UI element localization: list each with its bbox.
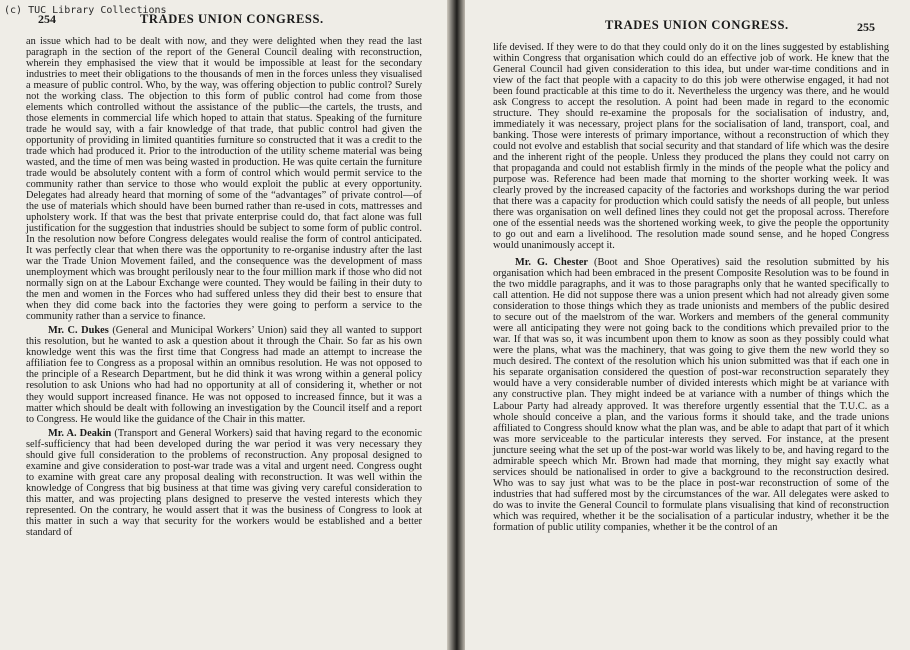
paragraph-text: (Boot and Shoe Operatives) said the resolution submitted by his organisation which had been embraced in the present Composite Resolution was to be found in the two middle paragraphs, and it was to those paragraphs only that he wanted specifically to call attention. He did not suppose there was a union present which had not already given some consideration to those things which they as trade unionists and members of the public desired to secure out of the maelstrom of the war. Workers and members of the general community were all anticipating they were not going back to the conditions which prevailed prior to the war. If that was so, it was incumbent upon them to know as soon as they possibly could what were the plans, what was the machinery, that was going to give them the new world they so much desired. The context of the resolution which his union submitted was that if each one in his separate organisation considered the question of post-war reconstruction separately they would have a very considerable number of divided interests which might be at variance with any constructive plan. They might indeed be at variance with a number of things which the Labour Party had already approved. It was therefore urgently essential that the T.U.C. as a whole should conceive a plan, and the various forms it should take, and the trade unions affiliated to Congress should know what the plan was, and be able to adapt that part of it which was more serviceable to the particular interests they served. For instance, at the present juncture seeing what the set up of the post-war world was likely to be, and having regard to the admirable speech which Mr. Brown had made that morning, they might say exactly what services should be nationalised in order to give a background to the reconstruction desired. Who was to say just what was to be the place in post-war reconstruction of some of the industries that had suffered most by the circumstances of the war. All delegates were asked to do was to invite the General Council to formulate plans visualising that kind of reconstruction which was required, whether it be the socialisation of a particular industry, whether it be the formation of public utility companies, whether it be the control of an [493,257,889,533]
left-body-text [26,36,422,538]
left-paragraph-2 [26,325,422,424]
right-body-text [493,42,889,533]
paragraph-text: (General and Municipal Workers’ Union) said they all wanted to support this resolution, but he wanted to ask a question about it through the Chair. So far as his own knowledge went this was the first time that Congress had made an attempt to increase the affiliation fee to Congress as a proposal within an omnibus resolution. He was not opposed to the principle of a Research Department, but he did think it was wrong within a general policy resolution to ask Unions who had had no opportunity at all of considering it, whether or not they would support increased finance. He was not opposed to increased finnce, but it was a matter which should be dealt with following an investigation by the Council itself and a report to Congress. He would like the guidance of the Chair in this matter. [26,325,422,425]
left-running-header: TRADES UNION CONGRESS. [140,12,324,26]
speaker-name: Mr. C. Dukes [48,325,109,337]
paragraph-text: (Transport and General Workers) said that having regard to the economic self-sufficiency that had been developed during the war period it was very necessary they should give full consideration to the problems of reconstruction. Any proposal designed to examine and give consideration to post-war trade was a vital and urgent need. Congress ought to examine with great care any proposal dealing with reconstruction. It was well within the knowledge of Congress that big business at that time was giving very careful consideration to this matter, and was projecting plans designed to preserve the vested interests which they represented. On the contrary, he would assert that it was the business of Congress to look at this matter in such a way that security for the workers would be established and a better standard of [26,427,422,538]
watermark: (c) TUC Library Collections [4,5,167,16]
speaker-name: Mr. G. Chester [515,257,589,269]
right-page-number: 255 [857,20,875,34]
right-running-header: TRADES UNION CONGRESS. [605,18,789,32]
left-paragraph-3 [26,428,422,538]
left-page [0,0,447,650]
book-gutter [447,0,465,650]
paragraph-text: life devised. If they were to do that they could only do it on the lines suggested by establishing within Congress that organisation which could do an effective job of work. He knew that the General Council had given consideration to this idea, but under war-time conditions and in view of the fact that people with a capacity to do this job were otherwise engaged, it had not been found practicable at this time to do it. Nevertheless the urgency was there, and he would ask Congress to accept the resolution. A point had been made in regard to the economic structure. They should re-examine the proposals for the socialisation of industry, and, immediately it was necessary, project plans for the socialisation of land, transport, coal, and banking. Those were interests of primary importance, without a reconstruction of which they could not evolve and establish that social security and that standard of life which was the desire and the inherent right of the people. Unless they produced the plans they could not carry on that propaganda and could not establish firmly in the minds of the people what the policy and purpose was. Reference had been made that morning to the shorter working week. It was clearly proved by the increased capacity of the factories and workshops during the war period that there was a capacity for production which could satisfy the needs of all people, but unless there was organisation on well defined lines they could not get the proposal across. Therefore one of the essential needs was the shortened working week, to give the people the opportunity to go out and earn a livelihood. The resolution made sound sense, and he hoped Congress would unanimously accept it. [493,42,889,252]
right-page [465,0,910,650]
left-paragraph-1 [26,36,422,322]
right-paragraph-2 [493,257,889,532]
paragraph-text: an issue which had to be dealt with now, and they were delighted when they read the last paragraph in the section of the report of the General Council dealing with reconstruction, wherein they emphasised the view that it would be impossible at least for the secondary industries to meet their obligations to the thousands of men in the forces unless they visualised a measure of public control. Who, by the way, was offering objection to public control? Surely not the working class. The objection to this form of public control had come from those elements which controlled without the assistance of the public—the cartels, the trusts, and those elements in commercial life which hoped to attain that status. Speaking of the furniture trade he would say, with a fair knowledge of that trade, that public control had given the opportunity of providing in limited quantities furniture so constructed that it was a credit to the trade which had produced it. Prior to the introduction of the utility scheme material was being wasted, and the time of men was being wasted in production. He was quite certain the furniture trade would be absolutely content with a form of control which would permit service to the community rather than service to those who would exploit the public at every opportunity. Delegates had already heard that morning of some of the “advantages” of private control—of the use of materials which should have been burned rather than re-used in cots, mattresses and upholstery work. If that was the best that private enterprise could do, that fact alone was full justification for the suggestion that industries should be subject to some form of public control. In the resolution now before Congress delegates would realise the form of control anticipated. It was perfectly clear that when there was the opportunity to re-organise industry after the last war the Trade Union Movement failed, and the consequence was the development of mass unemployment which was brought perilously near to the four million mark if those who did not normally sign on at the Labour Exchange were counted. They would be failing in their duty to the men and women in the Forces who had suffered unless they did their best to ensure that when they did come back into the factories they were going to perform a service to the community rather than a service to finance. [26,36,422,323]
left-page-number: 254 [38,12,56,26]
speaker-name: Mr. A. Deakin [48,427,112,439]
right-paragraph-1 [493,42,889,251]
